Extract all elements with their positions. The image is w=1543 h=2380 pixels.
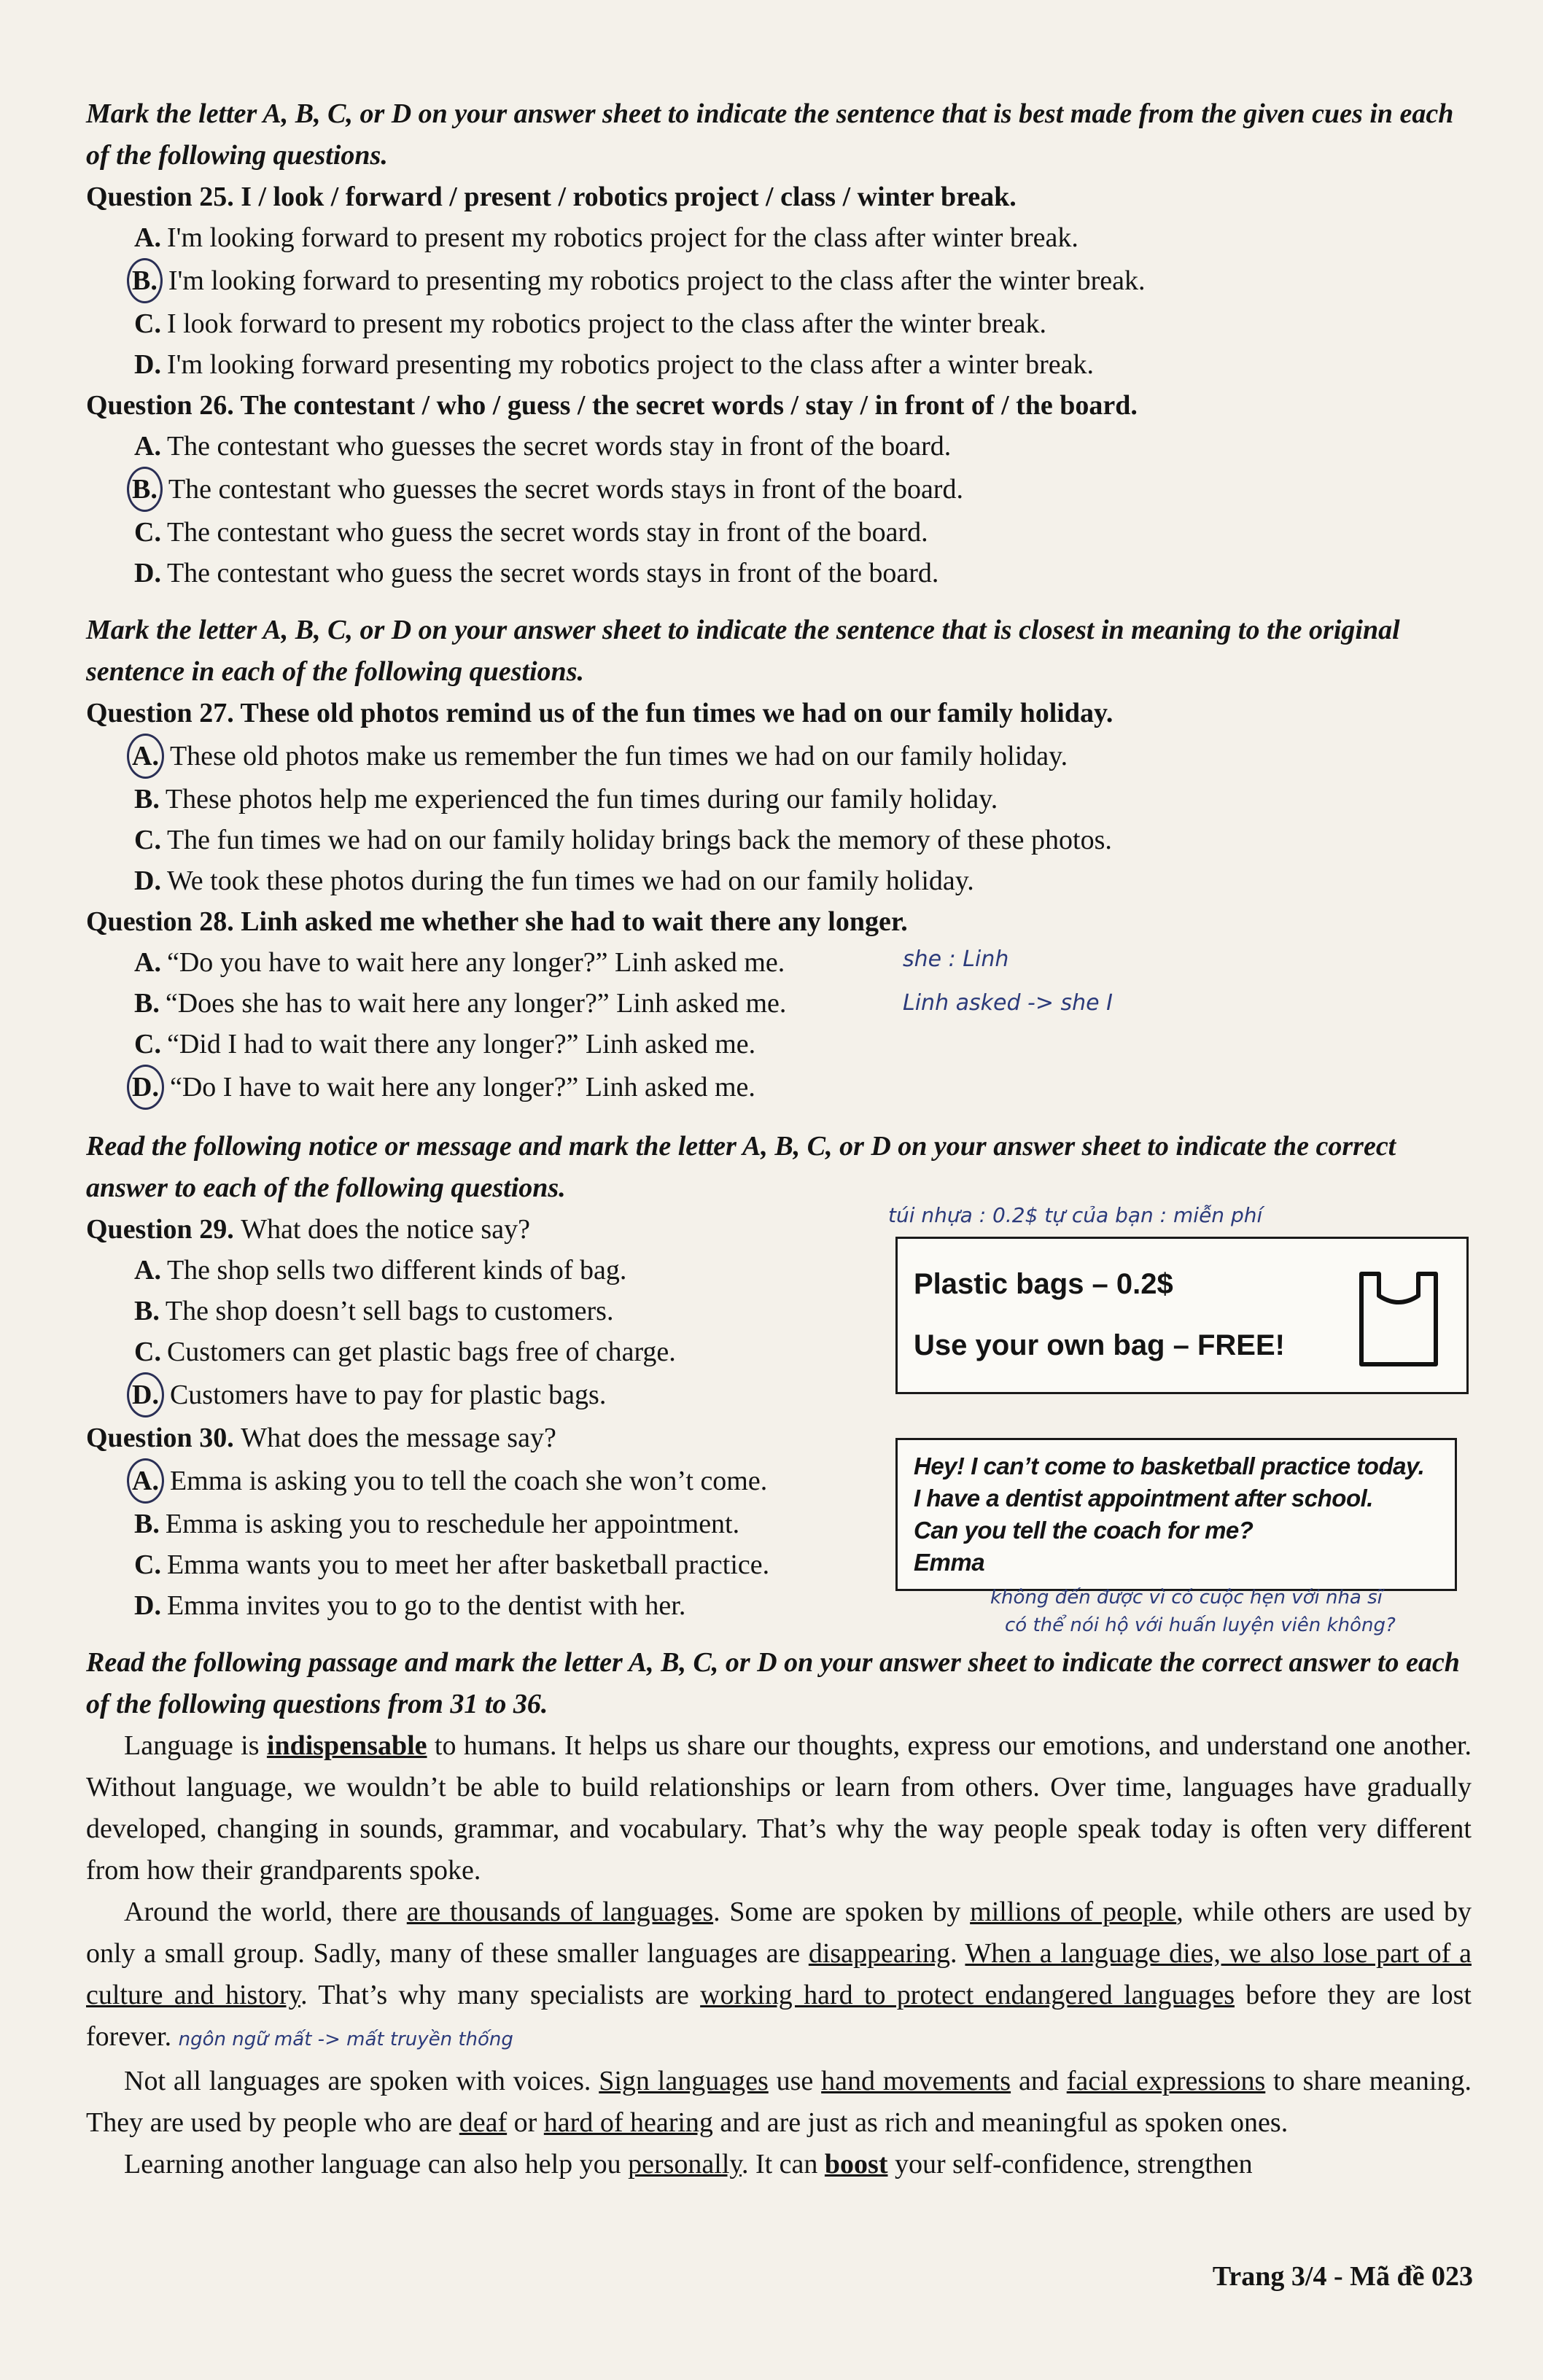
option-28-a[interactable]: A. “Do you have to wait here any longer?” Linh asked me. bbox=[134, 947, 785, 978]
question-27 bbox=[86, 693, 1472, 734]
notice-box bbox=[895, 1237, 1469, 1394]
passage-paragraph-1: Language is indispensable to humans. It helps us share our thoughts, express our emotions, and understand one another. Without language, we wouldn’t be able to build relationships or learn from others. Over time, languages have gradually developed, changing in sounds, grammar, and vocabulary. That’s why the way people speak today is often very different from how their grandparents spoke. bbox=[86, 1730, 1472, 1886]
exam-page bbox=[86, 93, 1472, 2185]
passage-paragraph-2: Around the world, there are thousands of languages. Some are spoken by millions of people, while others are used by only a small group. Sadly, many of these smaller languages are disappearing. When a language dies, we also lose part of a culture and history. That’s why many specialists are working hard to protect endangered languages before they are lost forever. ngôn ngữ mất -> mất truyền thống bbox=[86, 1897, 1472, 2052]
message-line-1: Hey! I can’t come to basketball practice today. bbox=[914, 1452, 1425, 1479]
handwritten-note: Linh asked -> she I bbox=[903, 990, 1113, 1016]
option-25-d[interactable]: D. I'm looking forward presenting my robotics project to the class after a winter break. bbox=[134, 349, 1094, 380]
notice-line-1: Plastic bags – 0.2$ bbox=[914, 1268, 1173, 1300]
question-text: I / look / forward / present / robotics project / class / winter break. bbox=[241, 182, 1017, 212]
option-29-d[interactable]: D. Customers have to pay for plastic bags. bbox=[86, 1372, 874, 1418]
message-box bbox=[895, 1438, 1457, 1591]
option-26-d[interactable]: D. The contestant who guess the secret words stays in front of the board. bbox=[134, 558, 939, 588]
question-text: Linh asked me whether she had to wait there any longer. bbox=[241, 906, 908, 937]
message-signature: Emma bbox=[914, 1549, 985, 1576]
passage-paragraph-3: Not all languages are spoken with voices. Sign languages use hand movements and facial expressions to share meaning. They are used by people who are deaf or hard of hearing and are just as rich and meaningful as spoken ones. bbox=[86, 2066, 1472, 2138]
handwritten-note: túi nhựa : 0.2$ tự của bạn : miễn phí bbox=[888, 1203, 1263, 1227]
message-line-2: I have a dentist appointment after school. bbox=[914, 1485, 1373, 1512]
handwritten-note: she : Linh bbox=[903, 946, 1009, 972]
question-label: Question 25. bbox=[86, 182, 234, 212]
section-instruction: Read the following passage and mark the letter A, B, C, or D on your answer sheet to indicate the correct answer to each of the following questions from 31 to 36. bbox=[86, 1647, 1460, 1719]
section-instruction: Read the following notice or message and mark the letter A, B, C, or D on your answer sheet to indicate the correct answer to each of the following questions. bbox=[86, 1131, 1396, 1203]
option-27-a[interactable]: A. These old photos make us remember the fun times we had on our family holiday. bbox=[86, 734, 1472, 779]
question-text: What does the notice say? bbox=[241, 1214, 530, 1245]
option-25-c[interactable]: C. I look forward to present my robotics project to the class after the winter break. bbox=[134, 308, 1047, 339]
option-27-d[interactable]: D. We took these photos during the fun times we had on our family holiday. bbox=[134, 866, 974, 896]
key-word: boost bbox=[824, 2149, 888, 2179]
option-27-c[interactable]: C. The fun times we had on our family holiday brings back the memory of these photos. bbox=[134, 825, 1112, 855]
option-28-b[interactable]: B. “Does she has to wait here any longer?” Linh asked me. bbox=[134, 988, 787, 1019]
section-instruction: Mark the letter A, B, C, or D on your answer sheet to indicate the sentence that is closest in meaning to the original sentence in each of the following questions. bbox=[86, 615, 1400, 687]
option-30-c[interactable]: C. Emma wants you to meet her after basketball practice. bbox=[134, 1549, 770, 1580]
option-27-b[interactable]: B. These photos help me experienced the fun times during our family holiday. bbox=[134, 784, 998, 814]
handwritten-note: ngôn ngữ mất -> mất truyền thống bbox=[178, 2029, 513, 2050]
option-26-c[interactable]: C. The contestant who guess the secret words stay in front of the board. bbox=[134, 517, 928, 548]
option-28-d[interactable]: D. “Do I have to wait here any longer?” Linh asked me. bbox=[86, 1065, 1472, 1110]
handwritten-note: không đến được vì có cuộc hẹn với nha sĩ bbox=[990, 1587, 1383, 1609]
section-instruction: Mark the letter A, B, C, or D on your answer sheet to indicate the sentence that is best made from the given cues in each of the following questions. bbox=[86, 98, 1454, 171]
option-25-b[interactable]: B. I'm looking forward to presenting my robotics project to the class after the winter break. bbox=[86, 258, 1472, 303]
question-text: The contestant / who / guess / the secret words / stay / in front of / the board. bbox=[240, 390, 1138, 421]
question-label: Question 29. bbox=[86, 1214, 234, 1245]
question-25 bbox=[86, 176, 1472, 217]
option-29-c[interactable]: C. Customers can get plastic bags free of charge. bbox=[134, 1337, 676, 1367]
question-label: Question 28. bbox=[86, 906, 234, 937]
option-26-b[interactable]: B. The contestant who guesses the secret words stays in front of the board. bbox=[86, 467, 1472, 512]
question-label: Question 30. bbox=[86, 1423, 234, 1453]
option-30-d[interactable]: D. Emma invites you to go to the dentist with her. bbox=[134, 1590, 686, 1621]
question-26 bbox=[86, 385, 1472, 426]
handwritten-note: có thể nói hộ với huấn luyện viên không? bbox=[1005, 1614, 1396, 1636]
option-30-a[interactable]: A. Emma is asking you to tell the coach she won’t come. bbox=[86, 1458, 874, 1504]
question-28 bbox=[86, 901, 1472, 942]
option-26-a[interactable]: A. The contestant who guesses the secret words stay in front of the board. bbox=[134, 431, 952, 462]
shopping-bag-icon bbox=[1356, 1264, 1442, 1370]
notice-line-2: Use your own bag – FREE! bbox=[914, 1329, 1285, 1361]
question-30 bbox=[86, 1418, 874, 1458]
option-30-b[interactable]: B. Emma is asking you to reschedule her appointment. bbox=[134, 1509, 740, 1539]
question-text: These old photos remind us of the fun times we had on our family holiday. bbox=[240, 698, 1113, 728]
option-29-a[interactable]: A. The shop sells two different kinds of bag. bbox=[134, 1255, 627, 1286]
key-word: indispensable bbox=[266, 1730, 427, 1761]
question-label: Question 26. bbox=[86, 390, 234, 421]
passage-paragraph-4: Learning another language can also help you personally. It can boost your self-confidence, strengthen bbox=[124, 2149, 1253, 2179]
question-text: What does the message say? bbox=[241, 1423, 556, 1453]
question-label: Question 27. bbox=[86, 698, 234, 728]
page-footer: Trang 3/4 - Mã đề 023 bbox=[1212, 2261, 1473, 2292]
option-29-b[interactable]: B. The shop doesn’t sell bags to customers. bbox=[134, 1296, 614, 1326]
option-28-c[interactable]: C. “Did I had to wait there any longer?” Linh asked me. bbox=[134, 1029, 756, 1059]
message-line-3: Can you tell the coach for me? bbox=[914, 1517, 1254, 1544]
option-25-a[interactable]: A. I'm looking forward to present my robotics project for the class after winter break. bbox=[134, 222, 1078, 253]
question-29 bbox=[86, 1209, 874, 1250]
